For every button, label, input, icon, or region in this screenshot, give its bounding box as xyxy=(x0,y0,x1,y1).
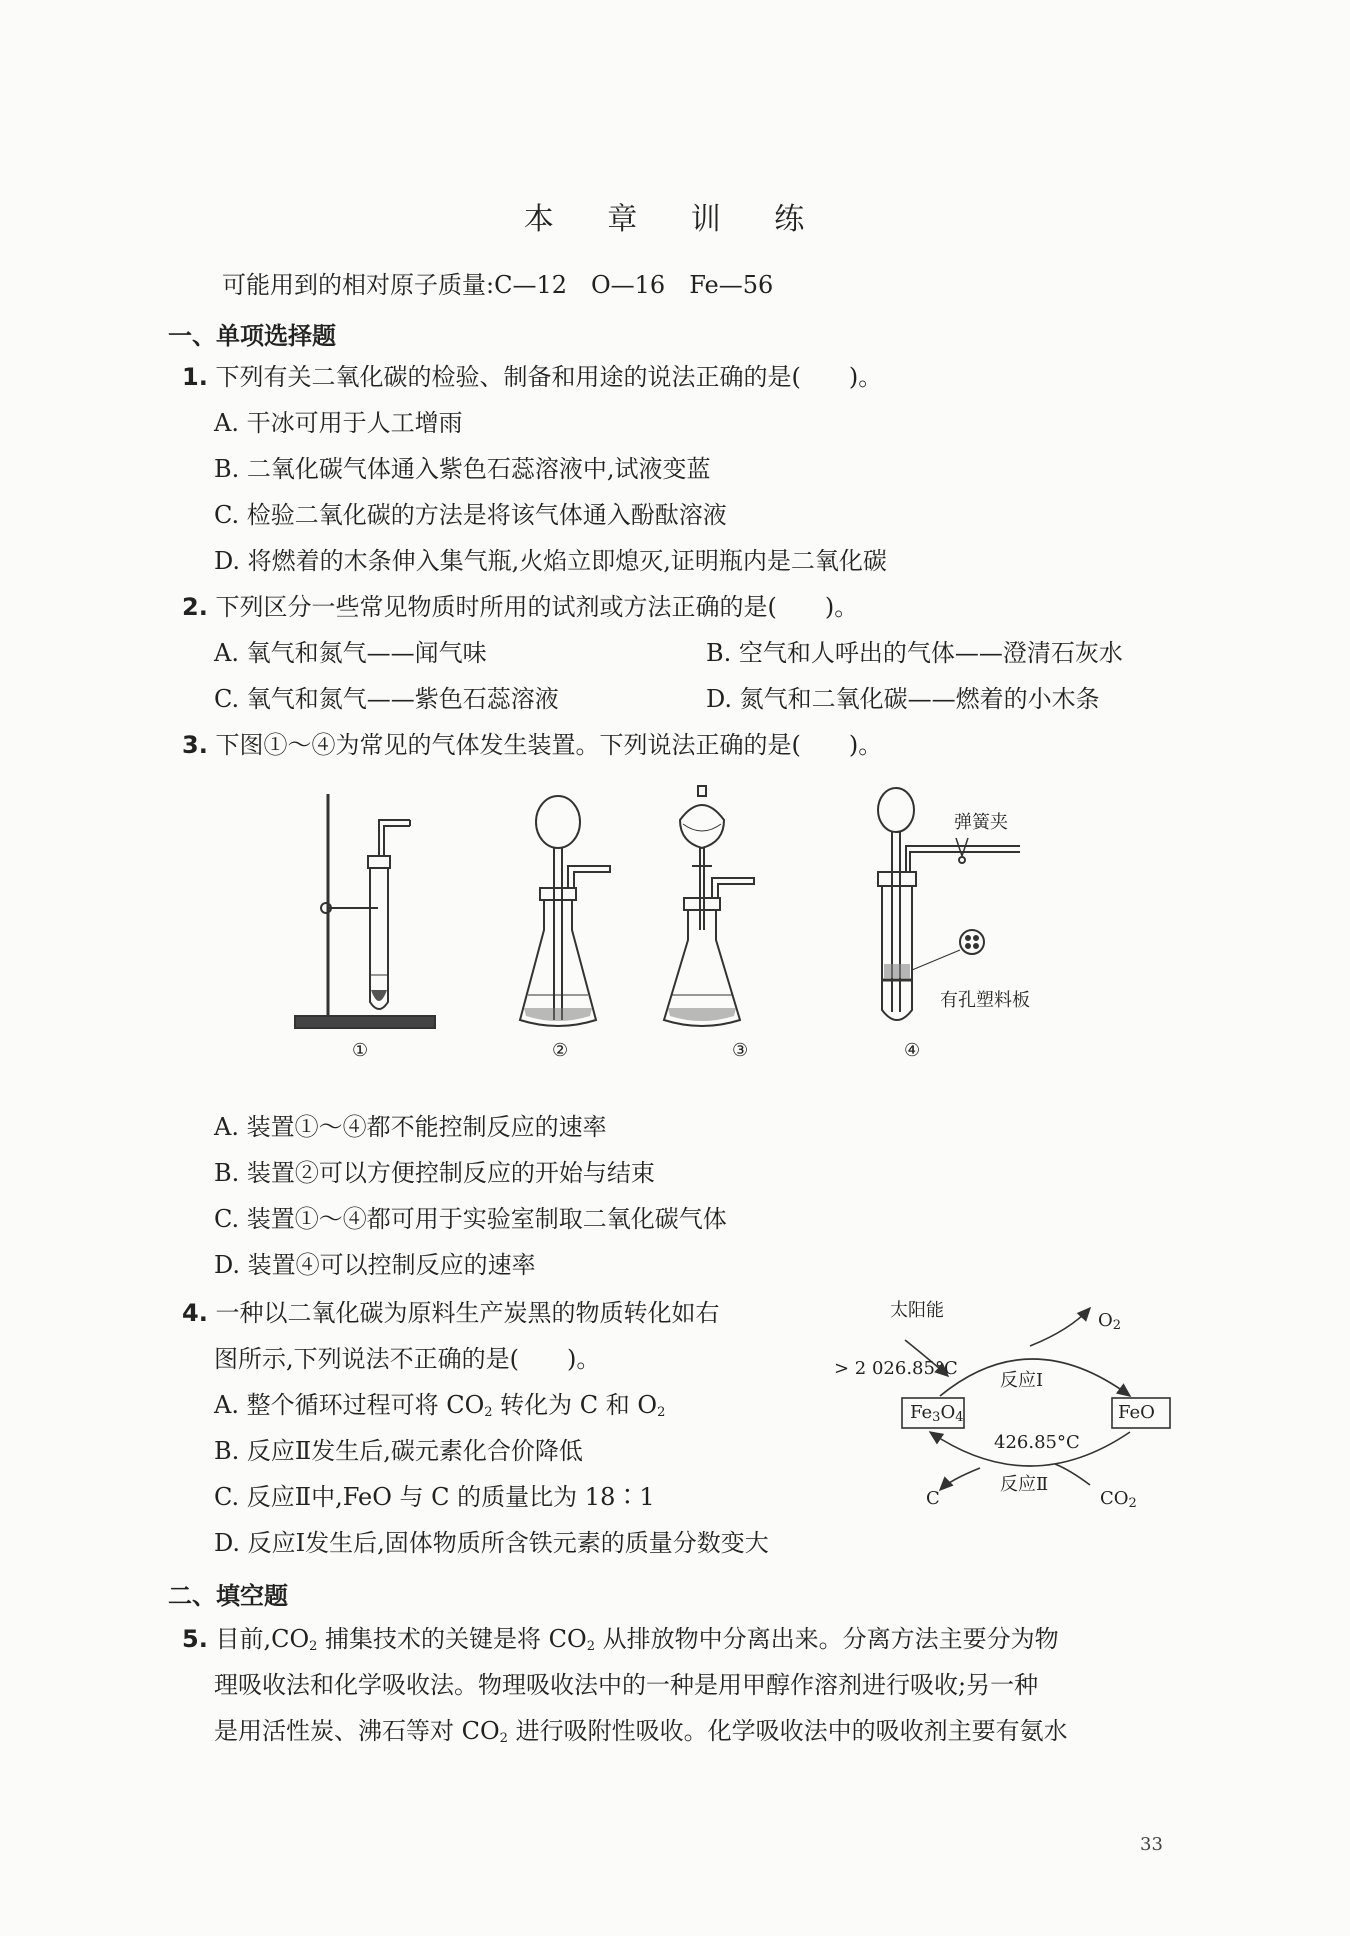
apparatus-3 xyxy=(664,786,754,1026)
option-a: A. 氧气和氮气——闻气味 xyxy=(214,639,487,667)
question-3 xyxy=(182,730,882,760)
option-a: A. 干冰可用于人工增雨 xyxy=(214,409,463,437)
feo-label: FeO xyxy=(1118,1402,1155,1423)
low-temp-label: 426.85°C xyxy=(994,1432,1080,1453)
question-stem: 下列区分一些常见物质时所用的试剂或方法正确的是( )。 xyxy=(215,593,859,621)
option-b: B. 装置②可以方便控制反应的开始与结束 xyxy=(214,1159,655,1187)
reaction-2-label: 反应Ⅱ xyxy=(1000,1474,1049,1495)
question-number: 5. xyxy=(182,1625,208,1653)
question-5-line1: 5. 目前$,CO_2$ 捕集技术的关键是将 $CO_2$ 从排放物中分离出来。分离方法主要分为物 xyxy=(182,1625,1059,1654)
page-number: 33 xyxy=(1140,1834,1163,1855)
option-b: B. 二氧化碳气体通入紫色石蕊溶液中,试液变蓝 xyxy=(214,455,711,483)
atomic-mass-note: 可能用到的相对原子质量:C—12 O—16 Fe—56 xyxy=(222,271,774,299)
question-number: 4. xyxy=(182,1299,208,1327)
carbon-label: C xyxy=(926,1488,940,1509)
question-stem: 下列有关二氧化碳的检验、制备和用途的说法正确的是( )。 xyxy=(215,363,883,391)
option-b: B. 空气和人呼出的气体——澄清石灰水 xyxy=(706,639,1123,667)
option-d: D. 反应Ⅰ发生后,固体物质所含铁元素的质量分数变大 xyxy=(214,1529,769,1557)
figure-label-2: ② xyxy=(552,1040,569,1061)
apparatus-2 xyxy=(520,796,610,1026)
figure-label-3: ③ xyxy=(732,1040,749,1061)
option-c: C. 装置①～④都可用于实验室制取二氧化碳气体 xyxy=(214,1205,727,1233)
figure-label-1: ① xyxy=(352,1040,369,1061)
porous-plate-label: 有孔塑料板 xyxy=(940,990,1030,1011)
section-heading-choice: 一、单项选择题 xyxy=(168,322,336,350)
option-c: C. 氧气和氮气——紫色石蕊溶液 xyxy=(214,685,559,713)
co2-label: $CO_2$ xyxy=(1100,1488,1137,1511)
question-4 xyxy=(182,1298,719,1328)
section-heading-fill: 二、填空题 xyxy=(168,1582,288,1610)
question-number: 2. xyxy=(182,593,208,621)
option-b: B. 反应Ⅱ发生后,碳元素化合价降低 xyxy=(214,1437,583,1465)
question-stem-line1: 一种以二氧化碳为原料生产炭黑的物质转化如右 xyxy=(215,1299,720,1327)
option-c: C. 反应Ⅱ中,FeO 与 C 的质量比为 18∶1 xyxy=(214,1483,655,1511)
question-1 xyxy=(182,362,882,392)
question-stem-line2: 图所示,下列说法不正确的是( )。 xyxy=(214,1345,601,1373)
question-number: 3. xyxy=(182,731,208,759)
option-a: A. 装置①～④都不能控制反应的速率 xyxy=(214,1113,607,1141)
spring-clip-label: 弹簧夹 xyxy=(954,812,1008,833)
question-stem: 下图①～④为常见的气体发生装置。下列说法正确的是( )。 xyxy=(215,731,883,759)
fe3o4-label: $Fe_3O_4$ xyxy=(910,1402,964,1425)
option-d: D. 氮气和二氧化碳——燃着的小木条 xyxy=(706,685,1100,713)
reaction-1-label: 反应Ⅰ xyxy=(1000,1370,1044,1391)
figure-label-4: ④ xyxy=(904,1040,921,1061)
apparatus-1 xyxy=(295,794,435,1028)
option-d: D. 装置④可以控制反应的速率 xyxy=(214,1251,536,1279)
o2-label: $O_2$ xyxy=(1098,1310,1122,1333)
question-5-line2: 理吸收法和化学吸收法。物理吸收法中的一种是用甲醇作溶剂进行吸收;另一种 xyxy=(214,1671,1039,1699)
option-a: A. 整个循环过程可将 $CO_2$ 转化为 C 和 $O_2$ xyxy=(214,1391,666,1420)
question-number: 1. xyxy=(182,363,208,391)
page-title: 本 章 训 练 xyxy=(523,202,827,237)
option-c: C. 检验二氧化碳的方法是将该气体通入酚酞溶液 xyxy=(214,501,727,529)
question-5-line3: 是用活性炭、沸石等对 $CO_2$ 进行吸附性吸收。化学吸收法中的吸收剂主要有氨水 xyxy=(214,1717,1068,1746)
option-d: D. 将燃着的木条伸入集气瓶,火焰立即熄灭,证明瓶内是二氧化碳 xyxy=(214,547,887,575)
question-2 xyxy=(182,592,858,622)
solar-energy-label: 太阳能 xyxy=(890,1300,944,1321)
high-temp-label: > 2 026.85°C xyxy=(834,1358,958,1379)
